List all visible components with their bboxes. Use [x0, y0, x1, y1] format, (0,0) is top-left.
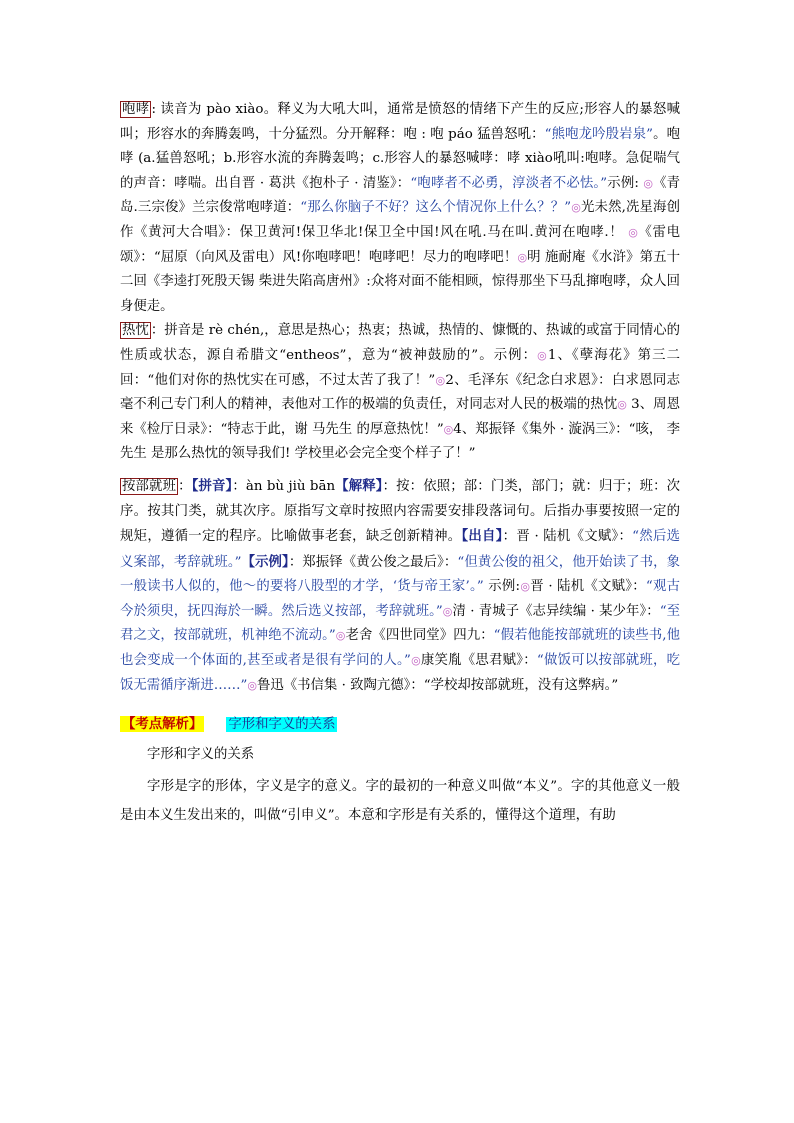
anbu-ex-4: 康笑胤《思君赋》：: [420, 653, 537, 669]
anbu-example: ：郑振铎《黄公俊之最后》：: [288, 554, 458, 570]
kaodian-line: [120, 712, 680, 737]
separator-icon: ◎: [247, 678, 257, 692]
paoxiao-quote-3: “那么你脑子不好？这么个情况你上什么？？”: [300, 200, 572, 216]
paoxiao-text-4: 《青岛.三宗俊》兰宗俊常咆哮道：: [120, 175, 681, 216]
source-label: 【出自】: [461, 528, 503, 545]
paoxiao-text-3: 示例:: [607, 175, 639, 191]
separator-icon: ◎: [537, 348, 548, 362]
separator-icon: ◎: [571, 201, 582, 215]
separator-icon: ◎: [442, 604, 453, 618]
kaodian-title: 字形和字义的关系: [228, 717, 336, 733]
rechen-text-4: 3、周恩来《检厅日录》：“特志于此，谢 马先生 的厚意热忱！”: [120, 397, 680, 437]
anbu-colon: ：: [178, 478, 192, 494]
entry-paoxiao: [120, 98, 680, 319]
anbu-pinyin: ：àn bù jiù bān: [232, 478, 336, 494]
anbu-source: ：晋 · 陆机《文赋》：: [502, 529, 633, 545]
paoxiao-text-1: : 读音为 pào xiào。释义为大吼大叫，通常是愤怒的情绪下产生的反应;形容人的暴怒喊叫；形容水的奔腾轰鸣，十分猛烈。分开解释：咆 : 咆 páo 猛兽怒吼：: [120, 102, 680, 142]
entry-rechen: [120, 319, 680, 467]
anbu-ex-2: 清 · 青城子《志异续编 · 某少年》：: [452, 603, 660, 619]
anbu-ex-2-quote: “至君之文，按部就班，机神绝不流动。”: [120, 603, 680, 644]
separator-icon: ◎: [435, 373, 446, 387]
kaodian-label: 【考点解析】: [122, 716, 203, 733]
document-page: [120, 98, 680, 830]
entry-anbujiuban: [120, 474, 680, 698]
anbu-ex-1-quote: “观古今於须臾，抚四海於一瞬。然后选义按部，考辞就班。”: [120, 579, 680, 619]
anbu-ex-3: 老舍《四世同堂》四九：: [345, 628, 494, 644]
paoxiao-quote-1: “熊咆龙吟殷岩泉”: [544, 126, 653, 142]
term-rechen: 热忱: [122, 323, 149, 339]
rechen-text-2: 1、《孽海花》第三二回：“他们对你的热忱实在可感，不过太苦了我了！”: [120, 347, 680, 388]
separator-icon: ◎: [410, 654, 421, 668]
separator-icon: ◎: [520, 580, 531, 594]
paoxiao-text-5: 光未然,冼星海创作《黄河大合唱》：保卫黄河!保卫华北!保卫全中国!风在吼.马在叫.黄河在咆哮.！: [120, 200, 680, 240]
rechen-text-3: 2、毛泽东《纪念白求恩》：白求恩同志毫不利己专门利人的精神，表他对工作的极端的负责任，对同志对人民的极端的热忱: [120, 372, 680, 413]
anbu-ex-4-quote: “做饭可以按部就班，吃饭无需循序渐进……”: [120, 653, 680, 693]
section-body: 字形是字的形体，字义是字的意义。字的最初的一种意义叫做“本义”。字的其他意义一般是由本义生发出来的，叫做“引申义”。本意和字形是有关系的，懂得这个道理，有助: [120, 779, 680, 824]
anbu-example-quote: “但黄公俊的祖父，他开始读了书，象一般读书人似的，他～的要将八股型的才学，‘货与帝王家’。”: [120, 554, 680, 595]
meaning-label: 【解释】: [335, 477, 383, 494]
example-label: 【示例】: [241, 553, 289, 570]
anbu-ex-5: 鲁迅《书信集 · 致陶亢德》：“学校却按部就班，没有这弊病。”: [256, 677, 619, 693]
term-paoxiao: 咆哮: [122, 102, 150, 117]
separator-icon: ◎: [643, 176, 654, 190]
anbu-example-label-2: 示例:: [488, 579, 521, 595]
section-heading: 字形和字义的关系: [147, 747, 255, 763]
pinyin-label: 【拼音】: [191, 477, 233, 494]
rechen-text-5: 4、郑振铎《集外 · 漩涡三》：“咳， 李先生 是那么热忱的领导我们! 学校里必会完全变个样子了！”: [120, 421, 680, 462]
paoxiao-quote-2: “咆哮者不必勇，淳淡者不必怯。”: [410, 175, 608, 191]
separator-icon: ◎: [617, 398, 627, 412]
anbu-source-quote: “然后选义案部，考辞就班。”: [120, 529, 680, 570]
anbu-ex-3-quote: “假若他能按部就班的读些书,他也会变成一个体面的,甚至或者是很有学问的人。”: [120, 628, 680, 669]
separator-icon: ◎: [443, 422, 454, 436]
separator-icon: ◎: [628, 225, 639, 239]
term-anbujiuban: 按部就班: [122, 478, 177, 494]
anbu-meaning: ：按：依照；部：门类，部门；就：归于；班：次序。按其门类，就其次序。原指写文章时按照内容需要安排段落词句。后指办事要按照一定的规矩，遵循一定的程序。比喻做事老套，缺乏创新精神。: [120, 478, 681, 545]
rechen-text-1: ：拼音是 rè chén,，意思是热心；热衷；热诚，热情的、慷慨的、热诚的或富于同情心的性质或状态，源自希腊文“entheos”，意为“被神鼓励的”。示例：: [120, 323, 681, 363]
separator-icon: ◎: [517, 250, 528, 264]
separator-icon: ◎: [335, 629, 346, 643]
anbu-ex-1: 晋 · 陆机《文赋》：: [530, 579, 646, 595]
paoxiao-text-7: 明 施耐庵《水浒》第五十二回《李逵打死殷天锡 柴进失陷高唐州》:众将对面不能相顾，惊得那坐下马乱撺咆哮，众人回身便走。: [120, 249, 680, 314]
paoxiao-text-2: 。咆哮 (a.猛兽怒吼；b.形容水流的奔腾轰鸣；c.形容人的暴怒喊哮：哮 xiào吼叫:咆哮。急促喘气的声音：哮喘。出自晋 · 葛洪《抱朴子 · 清鉴》：: [120, 126, 681, 191]
paoxiao-text-6: 《雷电颂》：“屈原（向风及雷电）风!你咆哮吧！咆哮吧！尽力的咆哮吧！: [120, 224, 680, 265]
